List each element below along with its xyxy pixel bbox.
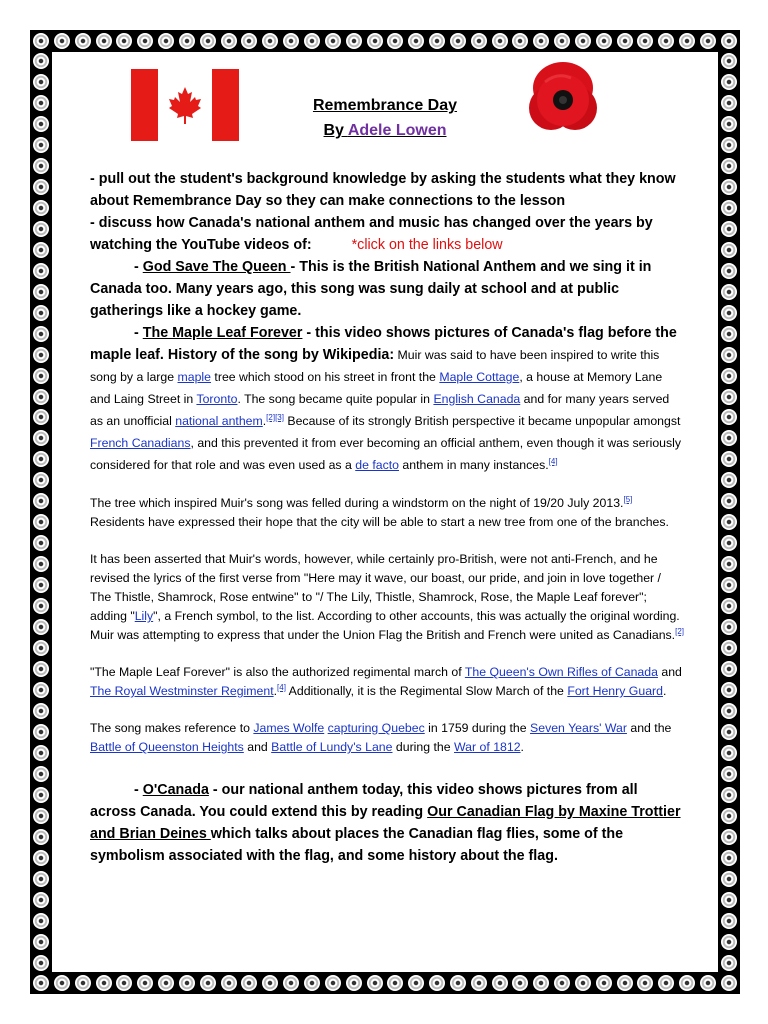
border-flower-icon — [137, 33, 153, 49]
intro-line-2: - discuss how Canada's national anthem and music has changed over the years by watching the YouTube videos of: *click on the links below — [90, 215, 653, 253]
border-flower-icon — [33, 158, 49, 174]
border-flower-icon — [721, 326, 737, 342]
border-flower-icon — [721, 451, 737, 467]
border-flower-icon — [33, 347, 49, 363]
border-flower-icon — [721, 556, 737, 572]
border-flower-icon — [471, 975, 487, 991]
wiki-paragraph-4: "The Maple Leaf Forever" is also the authorized regimental march of The Queen's Own Rifles of Canada and The Royal Westminster Regiment.[4] Additionally, it is the Regimental Slow March of the Fort Henry Guard. — [90, 665, 682, 698]
border-flower-icon — [471, 33, 487, 49]
border-flower-icon — [304, 975, 320, 991]
border-flower-icon — [96, 975, 112, 991]
border-flower-icon — [33, 116, 49, 132]
border-flower-icon — [33, 703, 49, 719]
border-flower-icon — [200, 975, 216, 991]
link-queenston-heights[interactable]: Battle of Queenston Heights — [90, 740, 244, 754]
border-flower-icon — [721, 137, 737, 153]
link-lundys-lane[interactable]: Battle of Lundy's Lane — [271, 740, 393, 754]
border-flower-icon — [33, 179, 49, 195]
border-flower-icon — [33, 430, 49, 446]
border-flower-icon — [33, 451, 49, 467]
song-god-save-the-queen: - God Save The Queen - This is the British National Anthem and we sing it in Canada too. Many years ago, this song was sung daily at school and at public gatherings like a hockey game. — [90, 259, 652, 319]
border-flower-icon — [429, 975, 445, 991]
border-flower-icon — [33, 137, 49, 153]
link-royal-westminster[interactable]: The Royal Westminster Regiment — [90, 684, 274, 698]
border-flower-icon — [721, 242, 737, 258]
border-flower-icon — [721, 493, 737, 509]
author-name[interactable]: Adele Lowen — [347, 122, 447, 139]
border-flower-icon — [721, 619, 737, 635]
border-flower-icon — [116, 975, 132, 991]
border-flower-icon — [658, 975, 674, 991]
border-flower-icon — [33, 200, 49, 216]
border-flower-icon — [575, 33, 591, 49]
border-flower-icon — [33, 661, 49, 677]
link-toronto[interactable]: Toronto — [196, 392, 238, 406]
border-flower-icon — [346, 33, 362, 49]
border-flower-icon — [33, 766, 49, 782]
border-flower-icon — [96, 33, 112, 49]
border-flower-icon — [387, 975, 403, 991]
border-flower-icon — [721, 368, 737, 384]
click-note: *click on the links below — [351, 237, 503, 253]
border-flower-icon — [700, 975, 716, 991]
border-flower-icon — [721, 640, 737, 656]
link-seven-years-war[interactable]: Seven Years' War — [530, 721, 627, 735]
border-flower-icon — [721, 808, 737, 824]
border-flower-icon — [367, 975, 383, 991]
border-flower-icon — [533, 975, 549, 991]
border-flower-icon — [33, 535, 49, 551]
border-flower-icon — [721, 33, 737, 49]
border-flower-icon — [33, 326, 49, 342]
border-flower-icon — [679, 33, 695, 49]
border-flower-icon — [533, 33, 549, 49]
link-capturing-quebec[interactable]: capturing Quebec — [327, 721, 425, 735]
border-flower-icon — [33, 493, 49, 509]
link-james-wolfe[interactable]: James Wolfe — [253, 721, 325, 735]
border-flower-icon — [721, 703, 737, 719]
border-flower-icon — [721, 892, 737, 908]
border-flower-icon — [721, 305, 737, 321]
border-flower-icon — [33, 263, 49, 279]
citation-2-3[interactable]: [2][3] — [266, 412, 284, 422]
intro-line-1: - pull out the student's background knowledge by asking the students what they know about Remembrance Day so they can make connections to the lesson — [90, 171, 676, 209]
link-maple-cottage[interactable]: Maple Cottage — [439, 370, 520, 384]
border-flower-icon — [617, 33, 633, 49]
border-flower-icon — [721, 430, 737, 446]
border-flower-icon — [450, 975, 466, 991]
border-flower-icon — [33, 640, 49, 656]
border-flower-icon — [33, 368, 49, 384]
border-flower-icon — [721, 829, 737, 845]
border-flower-icon — [283, 33, 299, 49]
citation-4[interactable]: [4] — [548, 456, 558, 466]
border-flower-icon — [33, 33, 49, 49]
link-lily[interactable]: Lily — [134, 609, 154, 623]
god-save-the-queen-link[interactable]: God Save The Queen — [142, 259, 291, 275]
border-flower-icon — [33, 305, 49, 321]
border-flower-icon — [512, 33, 528, 49]
border-flower-icon — [33, 242, 49, 258]
link-de-facto[interactable]: de facto — [355, 458, 399, 472]
border-flower-icon — [721, 913, 737, 929]
border-flower-icon — [33, 724, 49, 740]
border-flower-icon — [33, 913, 49, 929]
border-flower-icon — [492, 33, 508, 49]
border-flower-icon — [33, 619, 49, 635]
poppy-icon — [527, 60, 599, 144]
border-flower-icon — [679, 975, 695, 991]
border-flower-icon — [262, 975, 278, 991]
border-flower-icon — [262, 33, 278, 49]
wiki-paragraph-2: The tree which inspired Muir's song was felled during a windstorm on the night of 19/20 July 2013.[5] Residents have expressed their hope that the city will be able to start a new tree from one of the branches. — [90, 494, 669, 529]
border-flower-icon — [721, 745, 737, 761]
canada-flag-icon — [131, 69, 239, 141]
border-flower-icon — [721, 200, 737, 216]
border-flower-icon — [700, 33, 716, 49]
link-fort-henry-guard[interactable]: Fort Henry Guard — [567, 684, 663, 698]
border-flower-icon — [721, 389, 737, 405]
border-flower-icon — [721, 661, 737, 677]
border-flower-icon — [492, 975, 508, 991]
border-flower-icon — [33, 934, 49, 950]
border-flower-icon — [721, 347, 737, 363]
border-flower-icon — [596, 975, 612, 991]
wiki-paragraph-1: Muir was said to have been inspired to write this song by a large maple tree which stood on his street in front the Maple Cottage, a house at Memory Lane and Laing Street in Toronto. The song became quite popular in English Canada and for many years served as an unofficial national anthem.[2][3] Because of its strongly British perspective it became unpopular amongst French Canadians, and this prevented it from ever becoming an official anthem, even though it was seriously considered for that role and was even used as a de facto anthem in many instances.[4] — [90, 348, 682, 472]
border-flower-icon — [241, 33, 257, 49]
border-flower-icon — [33, 514, 49, 530]
border-flower-icon — [75, 975, 91, 991]
border-flower-icon — [137, 975, 153, 991]
border-flower-icon — [554, 975, 570, 991]
border-flower-icon — [450, 33, 466, 49]
border-flower-icon — [721, 409, 737, 425]
border-flower-icon — [721, 221, 737, 237]
border-flower-icon — [721, 116, 737, 132]
border-flower-icon — [179, 33, 195, 49]
link-war-of-1812[interactable]: War of 1812 — [454, 740, 521, 754]
citation-4b[interactable]: [4] — [277, 682, 286, 692]
border-flower-icon — [429, 33, 445, 49]
maple-leaf-forever-link[interactable]: The Maple Leaf Forever — [142, 325, 303, 341]
song-maple-leaf-forever: - The Maple Leaf Forever - this video shows pictures of Canada's flag before the maple leaf. History of the song by Wikipedia: Muir was said to have been inspired to write this song by a large maple tree which stood on his street in front the Maple Cottage, a house at Memory Lane and Laing Street in Toronto. The song became quite popular in English Canada and for many years served as an unofficial national anthem.[2][3] Because of its strongly British perspective it became unpopular amongst French Canadians, and this prevented it from ever becoming an official anthem, even though it was seriously considered for that role and was even used as a de facto anthem in many instances.[4] — [90, 325, 682, 472]
border-flower-icon — [54, 975, 70, 991]
link-national-anthem[interactable]: national anthem — [175, 414, 263, 428]
border-flower-icon — [721, 787, 737, 803]
border-flower-icon — [637, 33, 653, 49]
link-maple[interactable]: maple — [177, 370, 212, 384]
wiki-paragraph-5: The song makes reference to James Wolfe capturing Quebec in 1759 during the Seven Years' War and the Battle of Queenston Heights and Battle of Lundy's Lane during the War of 1812. — [90, 721, 672, 754]
link-french-canadians[interactable]: French Canadians — [90, 436, 191, 450]
border-flower-icon — [221, 975, 237, 991]
border-flower-icon — [33, 745, 49, 761]
border-bottom — [33, 975, 737, 991]
border-flower-icon — [721, 598, 737, 614]
border-flower-icon — [33, 871, 49, 887]
border-flower-icon — [116, 33, 132, 49]
border-flower-icon — [33, 598, 49, 614]
border-flower-icon — [33, 74, 49, 90]
border-flower-icon — [721, 514, 737, 530]
border-flower-icon — [33, 808, 49, 824]
border-flower-icon — [721, 577, 737, 593]
border-flower-icon — [54, 33, 70, 49]
border-flower-icon — [200, 33, 216, 49]
border-flower-icon — [325, 33, 341, 49]
border-flower-icon — [721, 74, 737, 90]
lesson-body — [90, 168, 685, 867]
page-title: Remembrance Day — [312, 97, 458, 114]
border-flower-icon — [33, 556, 49, 572]
border-flower-icon — [721, 724, 737, 740]
border-flower-icon — [721, 263, 737, 279]
border-flower-icon — [721, 682, 737, 698]
border-flower-icon — [346, 975, 362, 991]
border-flower-icon — [554, 33, 570, 49]
border-flower-icon — [721, 472, 737, 488]
border-flower-icon — [33, 53, 49, 69]
border-flower-icon — [33, 221, 49, 237]
border-flower-icon — [33, 284, 49, 300]
border-flower-icon — [179, 975, 195, 991]
border-flower-icon — [367, 33, 383, 49]
border-flower-icon — [33, 95, 49, 111]
border-left — [33, 53, 49, 971]
border-flower-icon — [721, 179, 737, 195]
border-flower-icon — [721, 158, 737, 174]
wiki-paragraph-3: It has been asserted that Muir's words, however, while certainly pro-British, were not anti-French, and he revised the lyrics of the first verse from "Here may it wave, our boast, our pride, and join in love together / The Thistle, Shamrock, Rose entwine" to "/ The Lily, Thistle, Shamrock, Rose, the Maple Leaf forever"; adding "Lily", a French symbol, to the list. According to other accounts, this was actually the original wording. Muir was attempting to express that under the Union Flag the British and French were united as Canadians.[2] — [90, 552, 685, 642]
citation-5[interactable]: [5] — [623, 494, 633, 504]
border-flower-icon — [721, 535, 737, 551]
song-o-canada: - O'Canada - our national anthem today, this video shows pictures from all across Canada. You could extend this by reading Our Canadian Flag by Maxine Trottier and Brian Deines which talks about places the Canadian flag flies, some of the symbolism associated with the flag, and some history about the flag. — [90, 782, 681, 864]
border-flower-icon — [33, 850, 49, 866]
citation-2[interactable]: [2] — [675, 626, 685, 636]
border-flower-icon — [33, 787, 49, 803]
border-flower-icon — [721, 284, 737, 300]
link-english-canada[interactable]: English Canada — [433, 392, 521, 406]
border-flower-icon — [241, 975, 257, 991]
border-flower-icon — [596, 33, 612, 49]
border-flower-icon — [408, 33, 424, 49]
border-flower-icon — [575, 975, 591, 991]
border-flower-icon — [33, 955, 49, 971]
border-flower-icon — [721, 934, 737, 950]
border-top — [33, 33, 737, 49]
o-canada-link[interactable]: O'Canada — [142, 782, 209, 798]
border-flower-icon — [637, 975, 653, 991]
border-flower-icon — [721, 871, 737, 887]
border-flower-icon — [33, 829, 49, 845]
border-flower-icon — [325, 975, 341, 991]
border-flower-icon — [33, 577, 49, 593]
link-queens-own-rifles[interactable]: The Queen's Own Rifles of Canada — [464, 665, 658, 679]
border-flower-icon — [721, 850, 737, 866]
border-flower-icon — [158, 33, 174, 49]
border-flower-icon — [658, 33, 674, 49]
border-flower-icon — [408, 975, 424, 991]
border-flower-icon — [304, 33, 320, 49]
border-flower-icon — [33, 409, 49, 425]
border-flower-icon — [512, 975, 528, 991]
border-flower-icon — [158, 975, 174, 991]
border-flower-icon — [721, 766, 737, 782]
border-flower-icon — [387, 33, 403, 49]
border-right — [721, 53, 737, 971]
border-flower-icon — [221, 33, 237, 49]
border-flower-icon — [617, 975, 633, 991]
border-flower-icon — [33, 892, 49, 908]
author-line: By Adele Lowen — [323, 122, 447, 139]
border-flower-icon — [33, 682, 49, 698]
border-flower-icon — [33, 472, 49, 488]
border-flower-icon — [721, 95, 737, 111]
border-flower-icon — [75, 33, 91, 49]
border-flower-icon — [283, 975, 299, 991]
border-flower-icon — [721, 975, 737, 991]
border-flower-icon — [721, 53, 737, 69]
border-flower-icon — [33, 975, 49, 991]
book-title: Our Canadian Flag by Maxine Trottier and Brian Deines — [90, 804, 681, 842]
border-flower-icon — [33, 389, 49, 405]
border-flower-icon — [721, 955, 737, 971]
